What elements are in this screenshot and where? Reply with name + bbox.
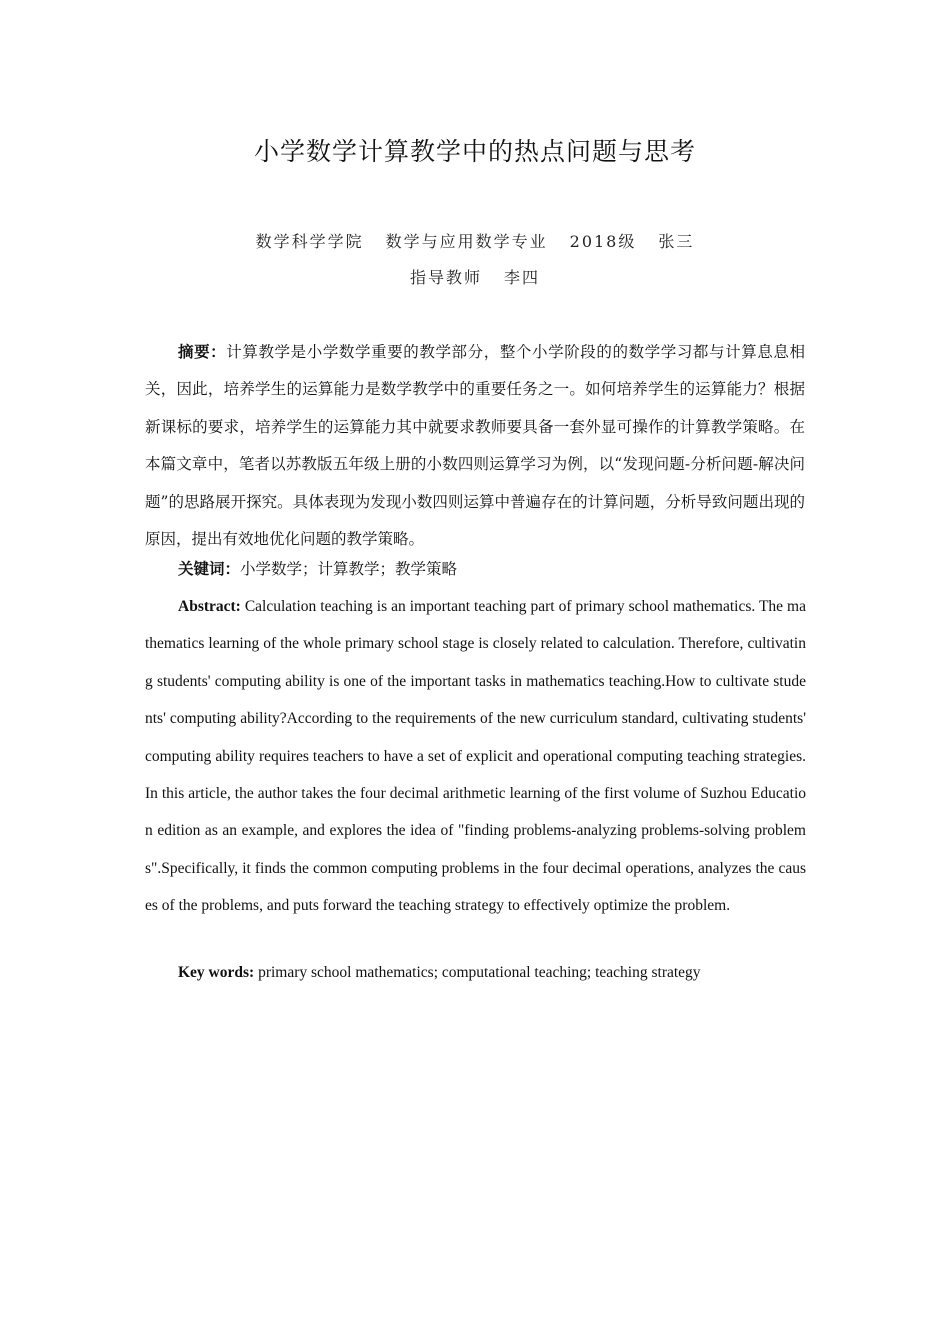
advisor-line bbox=[0, 265, 950, 288]
student-name: 张三 bbox=[658, 232, 695, 251]
major-name: 数学与应用数学专业 bbox=[385, 232, 548, 251]
keywords-english-label: Key words: bbox=[178, 964, 255, 981]
abstract-english-text: Calculation teaching is an important teaching part of primary school mathematics. The mathematics learning of the whole primary school stage is closely related to calculation. Therefore, cultivating students' computing ability is one of the important tasks in mathematics teaching.How to cultivate students' computing ability?According to the requirements of the new curriculum standard, cultivating students' computing ability requires teachers to have a set of explicit and operational computing teaching strategies.In this article, the author takes the four decimal arithmetic learning of the first volume of Suzhou Education edition as an example, and explores the idea of "finding problems-analyzing problems-solving problems".Specifically, it finds the common computing problems in the four decimal operations, analyzes the causes of the problems, and puts forward the teaching strategy to effectively optimize the problem. bbox=[145, 598, 806, 915]
grade: 2018级 bbox=[569, 232, 637, 251]
abstract-chinese bbox=[145, 334, 805, 558]
keywords-english bbox=[178, 960, 701, 986]
keywords-english-text: primary school mathematics; computational teaching; teaching strategy bbox=[254, 964, 701, 981]
keywords-chinese bbox=[178, 556, 457, 582]
abstract-english-label: Abstract: bbox=[178, 598, 241, 615]
keywords-chinese-label: 关键词： bbox=[178, 560, 241, 578]
abstract-english bbox=[145, 588, 806, 925]
school-name: 数学科学学院 bbox=[255, 232, 364, 251]
author-line bbox=[0, 229, 950, 252]
paper-title: 小学数学计算教学中的热点问题与思考 bbox=[253, 137, 696, 166]
abstract-chinese-text: 计算教学是小学数学重要的教学部分，整个小学阶段的的数学学习都与计算息息相关，因此，培养学生的运算能力是数学教学中的重要任务之一。如何培养学生的运算能力？根据新课标的要求，培养学生的运算能力其中就要求教师要具备一套外显可操作的计算教学策略。在本篇文章中，笔者以苏教版五年级上册的小数四则运算学习为例，以“发现问题-分析问题-解决问题”的思路展开探究。具体表现为发现小数四则运算中普遍存在的计算问题，分析导致问题出现的原因，提出有效地优化问题的教学策略。 bbox=[145, 343, 805, 549]
abstract-chinese-label: 摘要： bbox=[178, 343, 227, 361]
advisor-label: 指导教师 bbox=[409, 268, 482, 287]
keywords-chinese-text: 小学数学；计算教学；教学策略 bbox=[240, 560, 458, 578]
advisor-name: 李四 bbox=[504, 268, 541, 287]
